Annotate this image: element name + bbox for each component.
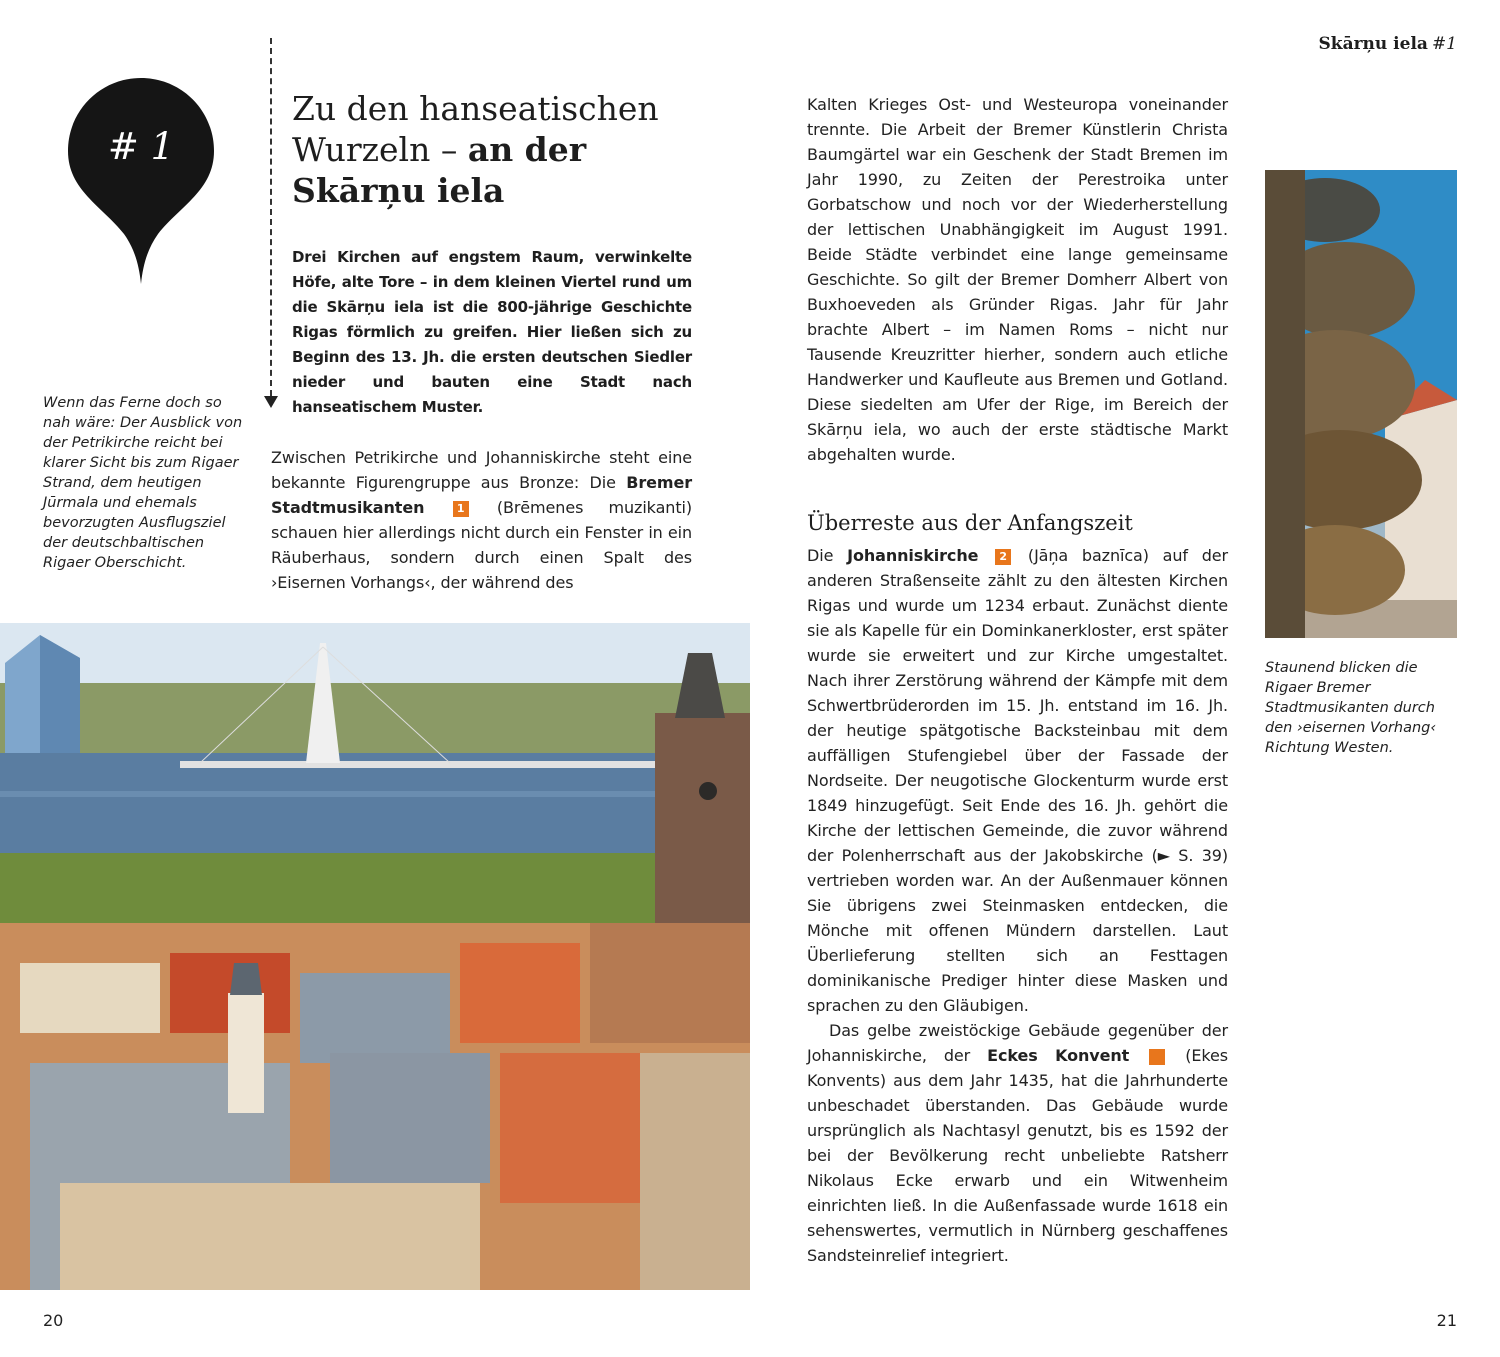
para2-text: (Jāņa baznīca) auf der anderen Straßenseite zählt zu den ältesten Kirchen Rigas und wurde um 1234 erbaut. Zunächst diente sie als Kapelle für ein Dominkanerkloster, erst später wurde sie erweitert und zur Kirche umgestaltet. Nach ihrer Zerstörung während der Kämpfe mit dem Schwertbrüderorden im 15. Jh. entstand im 16. Jh. der heutige spätgotische Backsteinbau mit dem auffälligen Stufengiebel über der Fassade der Nordseite. Der neugotische Glockenturm wurde erst 1849 hinzugefügt. Seit Ende des 16. Jh. gehört die Kirche der lettischen Gemeinde, die zuvor während der Polenherrschaft aus der Jakobskirche (► S. 39) vertrieben worden war. An der Außenmauer können Sie übrigens zwei Steinmasken entdecken, die Mönche mit offenen Mündern darstellen. Laut Überlieferung stellten sich an Festtagen dominikanische Prediger hinter diese Masken und sprachen zu den Gläubigen.: [807, 546, 1228, 1015]
para2-lead: Die: [807, 546, 834, 565]
page-number-right: 21: [1436, 1311, 1457, 1330]
para3-text: (Ekes Konvents) aus dem Jahr 1435, hat die Jahrhunderte unbeschadet überstanden. Das Gebäude wurde ursprünglich als Nachtasyl genutzt, bis es 1592 der bei der Bevölkerung recht unbeliebte Ratsherr Nikolaus Ecke erwarb und ein Witwenheim einrichten ließ. In die Außenfassade wurde 1618 ein sehenswertes, vermutlich in Nürnberg geschaffenes Sandsteinrelief integriert.: [807, 1046, 1228, 1265]
headline-line2-plain: Wurzeln –: [292, 130, 468, 169]
headline-line1: Zu den hanseatischen: [292, 89, 659, 128]
bremer-stadtmusikanten-term: Bremer Stadtmusikanten: [271, 473, 692, 517]
para3-lead: Das gelbe zweistöckige Gebäude gegenüber der Johanniskirche, der: [807, 1021, 1228, 1065]
map-marker-badge: 2: [995, 549, 1011, 565]
riga-panorama-illustration: [0, 623, 750, 1290]
photo-caption-right: Staunend blicken die Rigaer Bremer Stadtmusikanten durch den ›eisernen Vorhang‹ Richtung Westen.: [1265, 660, 1437, 756]
photo-caption-left: Wenn das Ferne doch so nah wäre: Der Ausblick von der Petrikirche reicht bei klarer Sicht bis zum Rigaer Strand, dem heutigen Jūrmala und ehemals bevorzugten Ausflugsziel der deutschbaltischen Rigaer Oberschicht.: [43, 395, 243, 571]
map-pin-icon: [68, 78, 214, 284]
eckes-konvent-term: Eckes Konvent: [987, 1046, 1130, 1065]
body-column-2-top: [807, 92, 1228, 467]
dotted-divider: [270, 38, 272, 396]
running-head-title: Skārņu iela: [1318, 34, 1428, 54]
body-column-2-bottom: [807, 543, 1228, 1268]
section-subheading: Überreste aus der Anfangszeit: [807, 511, 1133, 535]
johanniskirche-term: Johanniskirche: [847, 546, 979, 565]
arrow-down-icon: [264, 396, 278, 408]
headline-line3-bold: Skārņu iela: [292, 171, 505, 210]
body-column-1: [271, 445, 692, 595]
pin-label: # 1: [107, 125, 175, 168]
map-marker-badge: 3: [1149, 1049, 1165, 1065]
riga-panorama-photo: [0, 623, 750, 1290]
headline-line2-bold: an der: [467, 130, 587, 169]
col1-text-before: Zwischen Petrikirche und Johanniskirche steht eine bekannte Figurengruppe aus Bronze: Die: [271, 448, 692, 492]
running-head: [1319, 34, 1457, 54]
page-title: [292, 88, 722, 211]
bremen-musicians-illustration: [1265, 170, 1457, 638]
page-number-left: 20: [43, 1311, 64, 1330]
lead-paragraph: Drei Kirchen auf engstem Raum, verwinkelte Höfe, alte Tore – in dem kleinen Viertel rund um die Skārņu iela ist die 800-jährige Geschichte Rigas förmlich zu greifen. Hier ließen sich zu Beginn des 13. Jh. die ersten deutschen Siedler nieder und bauten eine Stadt nach hanseatischem Muster.: [292, 248, 692, 416]
bremen-musicians-photo: [1265, 170, 1457, 638]
col2-paragraph: Kalten Krieges Ost- und Westeuropa voneinander trennte. Die Arbeit der Bremer Künstlerin Christa Baumgärtel war ein Geschenk der Stadt Bremen im Jahr 1990, zu Zeiten der Perestroika unter Gorbatschow und noch vor der Wiederherstellung der lettischen Unabhängigkeit im August 1991. Beide Städte verbindet eine lange gemeinsame Geschichte. So gilt der Bremer Domherr Albert von Buxhoeveden als Gründer Rigas. Jahr für Jahr brachte Albert – im Namen Roms – nicht nur Tausende Kreuzritter hierher, sondern auch etliche Handwerker und Kaufleute aus Bremen und Gotland. Diese siedelten am Ufer der Rige, im Bereich der Skārņu iela, wo auch der erste städtische Markt abgehalten wurde.: [807, 95, 1228, 464]
map-marker-badge: 1: [453, 501, 469, 517]
running-head-number: #1: [1431, 34, 1457, 54]
col1-text-after: (Brēmenes muzikanti) schauen hier allerdings nicht durch ein Fenster in ein Räuberhaus, sondern durch einen Spalt des ›Eisernen Vorhangs‹, der während des: [271, 498, 692, 592]
